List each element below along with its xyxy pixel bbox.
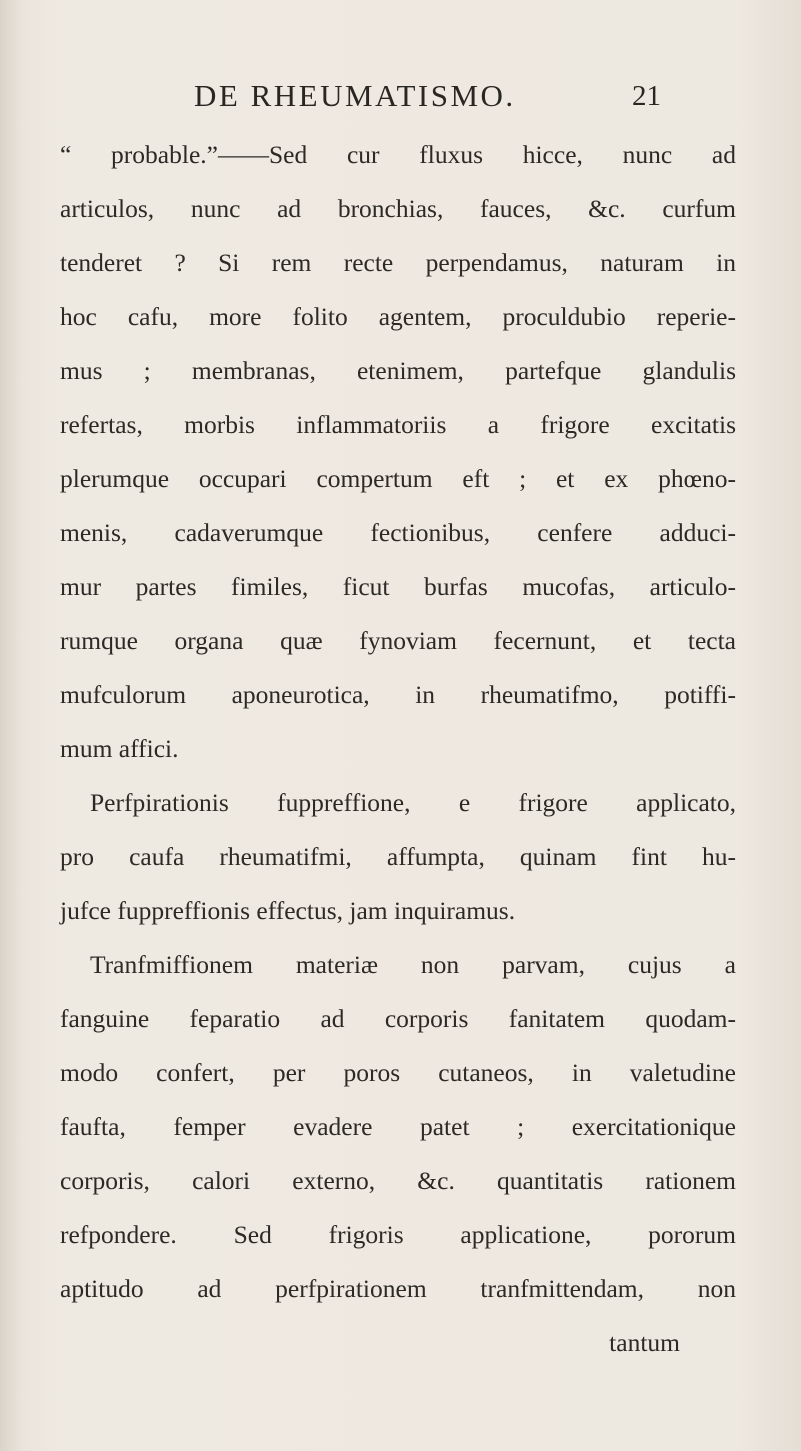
body-text: [60, 128, 736, 1388]
text-line: plerumque occupari compertum eft ; et ex phœno-: [60, 464, 736, 493]
text-line: faufta, femper evadere patet ; exercitationique: [60, 1112, 736, 1141]
text-line: fanguine feparatio ad corporis fanitatem quodam-: [60, 1004, 736, 1033]
text-line: aptitudo ad perfpirationem tranfmittendam, non: [60, 1274, 736, 1303]
text-line: mufculorum aponeurotica, in rheumatifmo, potiffi-: [60, 680, 736, 709]
text-line: jufce fuppreffionis effectus, jam inquiramus.: [60, 896, 516, 925]
text-line: refpondere. Sed frigoris applicatione, pororum: [60, 1220, 736, 1249]
text-line: refertas, morbis inflammatoriis a frigore excitatis: [60, 410, 736, 439]
text-line: tenderet ? Si rem recte perpendamus, naturam in: [60, 248, 736, 277]
text-line: mur partes fimiles, ficut burfas mucofas, articulo-: [60, 572, 736, 601]
text-line: “ probable.”——Sed cur fluxus hicce, nunc ad: [60, 140, 736, 169]
text-line: pro caufa rheumatifmi, affumpta, quinam fint hu-: [60, 842, 736, 871]
running-title: DE RHEUMATISMO.: [194, 78, 516, 113]
page-number: 21: [632, 80, 661, 112]
text-line: Tranfmiffionem materiæ non parvam, cujus a: [90, 950, 736, 979]
text-line: articulos, nunc ad bronchias, fauces, &c. curfum: [60, 194, 736, 223]
text-line: menis, cadaverumque fectionibus, cenfere adduci-: [60, 518, 736, 547]
text-line: corporis, calori externo, &c. quantitatis rationem: [60, 1166, 736, 1195]
text-line: Perfpirationis fuppreffione, e frigore applicato,: [90, 788, 736, 817]
text-line: rumque organa quæ fynoviam fecernunt, et tecta: [60, 626, 736, 655]
catchword: tantum: [609, 1328, 680, 1357]
page-header: [0, 78, 801, 124]
text-line: modo confert, per poros cutaneos, in valetudine: [60, 1058, 736, 1087]
text-line: mus ; membranas, etenimem, partefque glandulis: [60, 356, 736, 385]
text-line: mum affici.: [60, 734, 179, 763]
text-line: hoc cafu, more folito agentem, proculdubio reperie-: [60, 302, 736, 331]
